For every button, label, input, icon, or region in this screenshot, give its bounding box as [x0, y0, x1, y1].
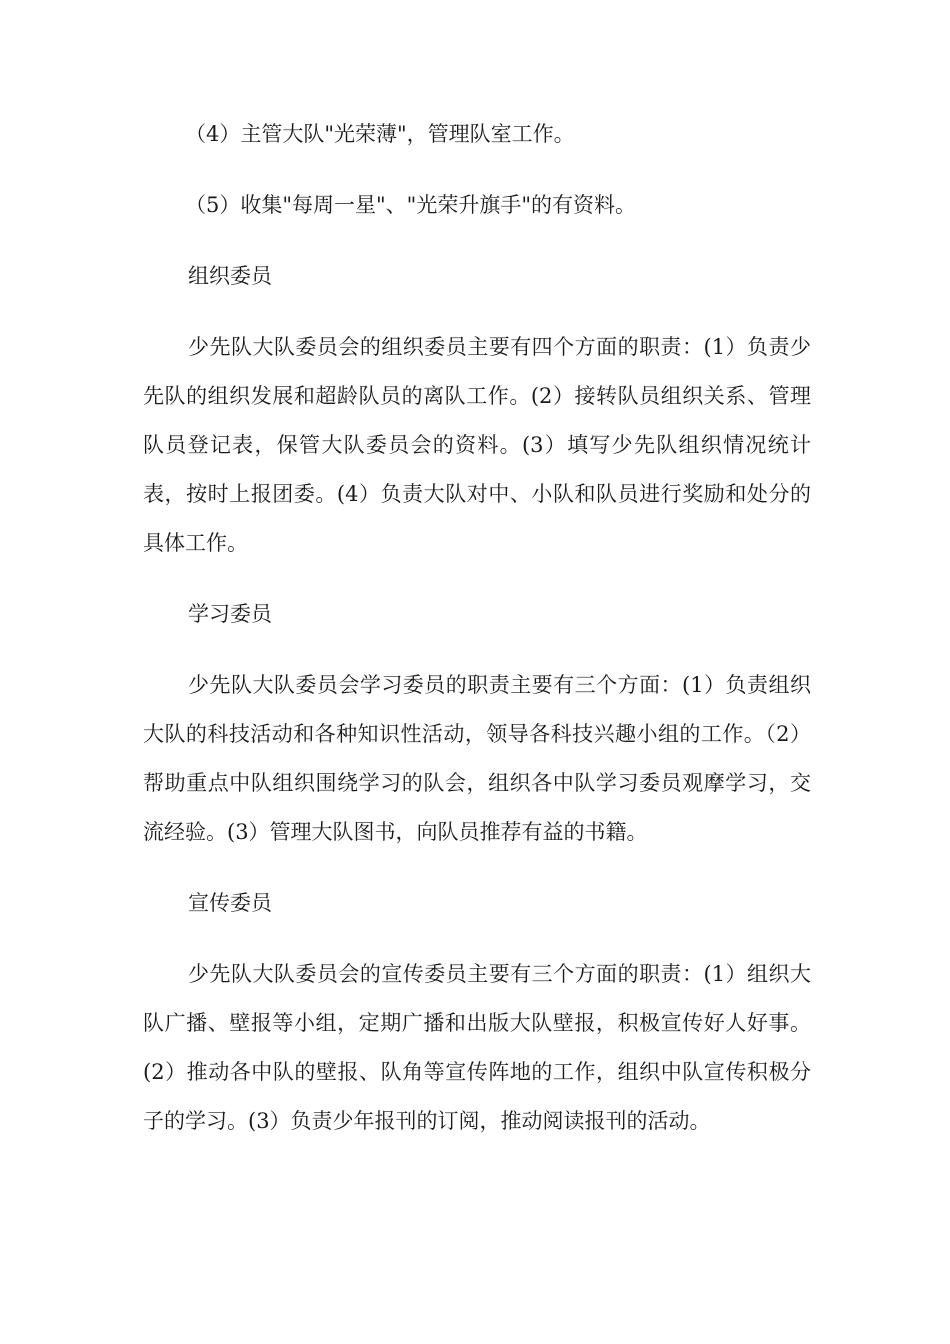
section-heading-organization: 组织委员 — [188, 264, 272, 288]
section-body-organization: 少先队大队委员会的组织委员主要有四个方面的职责：(1）负责少先队的组织发展和超龄队员的离队工作。(2）接转队员组织关系、管理队员登记表，保管大队委员会的资料。(3）填写少先队组织情况统计表，按时上报团委。(4）负责大队对中、小队和队员进行奖励和处分的具体工作。 — [143, 335, 811, 555]
document-body — [143, 110, 811, 1168]
section-body-study: 少先队大队委员会学习委员的职责主要有三个方面：(1）负责组织大队的科技活动和各种知识性活动，领导各科技兴趣小组的工作。（2）帮助重点中队组织围绕学习的队会，组织各中队学习委员观摩学习，交流经验。(3）管理大队图书，向队员推荐有益的书籍。 — [143, 673, 811, 844]
list-item-5: （5）收集"每周一星"、"光荣升旗手"的有资料。 — [185, 193, 636, 217]
section-heading-publicity: 宣传委员 — [188, 891, 272, 915]
list-item-4: （4）主管大队"光荣薄"，管理队室工作。 — [185, 122, 575, 146]
section-heading-study: 学习委员 — [188, 602, 272, 626]
section-body-publicity: 少先队大队委员会的宣传委员主要有三个方面的职责：(1）组织大队广播、壁报等小组，定期广播和出版大队壁报，积极宣传好人好事。(2）推动各中队的壁报、队角等宣传阵地的工作，组织中队宣传积极分子的学习。(3）负责少年报刊的订阅，推动阅读报刊的活动。 — [143, 962, 811, 1133]
